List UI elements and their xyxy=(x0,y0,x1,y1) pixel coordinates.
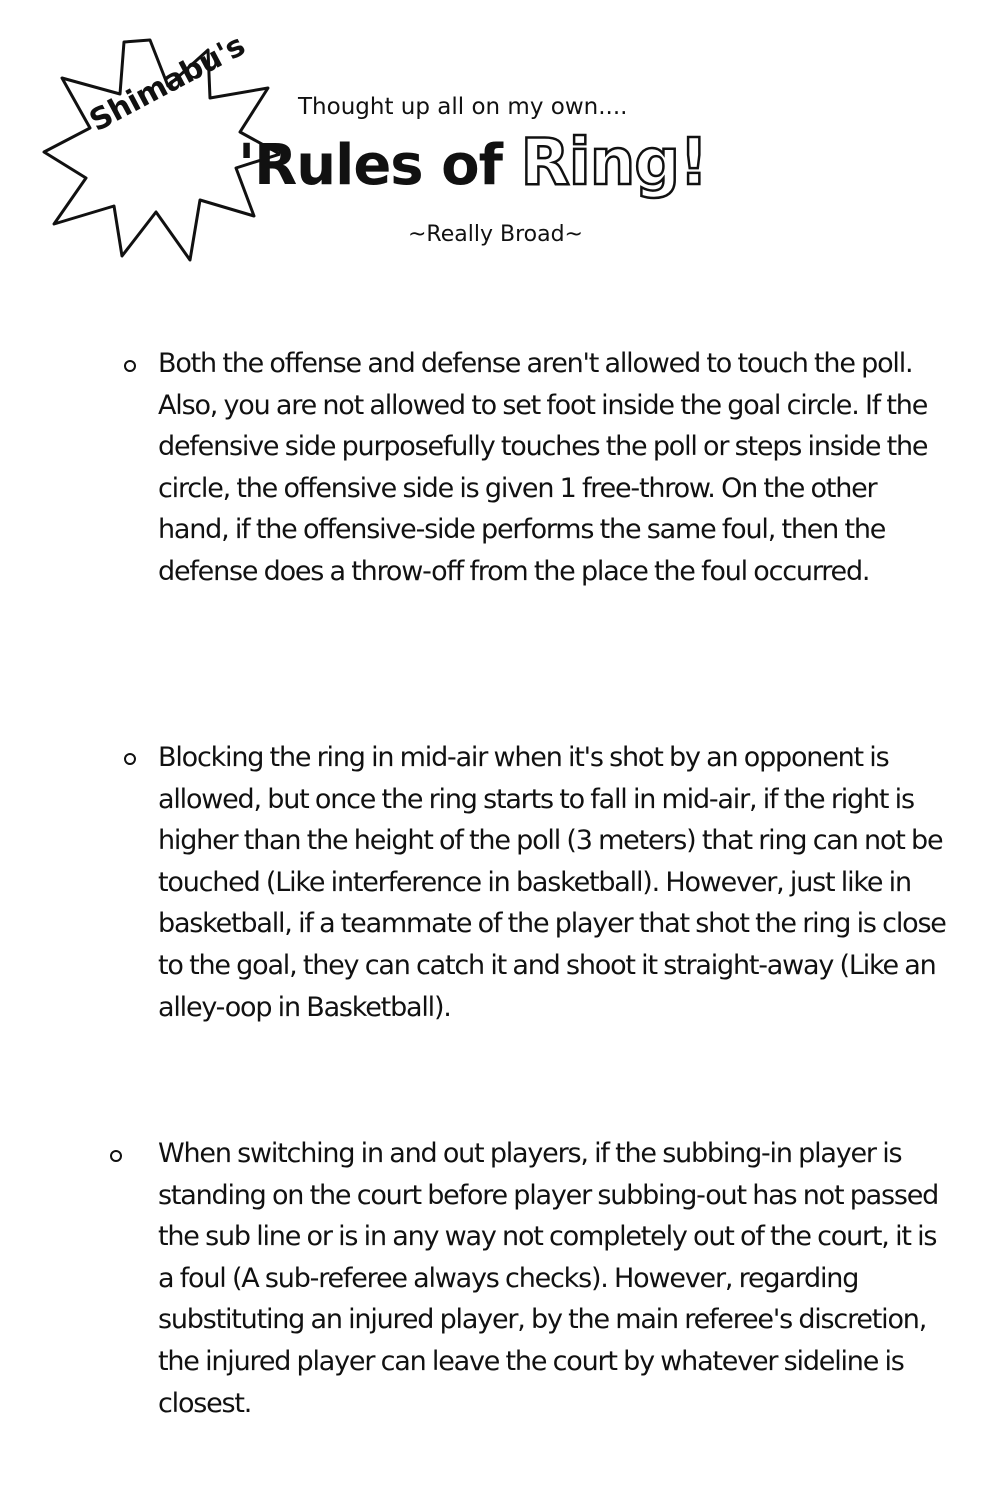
bullet-icon xyxy=(124,753,136,765)
tagline: Thought up all on my own.... xyxy=(298,94,628,120)
burst-label: Shimabu's xyxy=(84,28,251,139)
rule-item: Both the offense and defense aren't allowed to touch the poll. Also, you are not allowed to set foot inside the goal circle. If the defensive side purposefully touches the poll or steps inside the circle, the offensive side is given 1 free-throw. On the other hand, if the offensive-side performs the same foul, then the defense does a throw-off from the place the foul occurred. xyxy=(158,348,928,587)
subtitle: ~Really Broad~ xyxy=(408,222,583,247)
bullet-icon xyxy=(110,1150,122,1162)
rule-item: Blocking the ring in mid-air when it's shot by an opponent is allowed, but once the ring starts to fall in mid-air, if the right is higher than the height of the poll (3 meters) that ring can not be touched (Like interference in basketball). However, just like in basketball, if a teammate of the player that shot the ring is close to the goal, they can catch it and shoot it straight-away (Like an alley-oop in Basketball). xyxy=(158,742,946,1023)
title-plain: 'Rules of xyxy=(238,133,521,198)
title-outline: Ring! xyxy=(520,126,708,200)
page-title xyxy=(238,128,707,198)
bullet-icon xyxy=(124,360,136,372)
rule-item: When switching in and out players, if the subbing-in player is standing on the court before player subbing-out has not passed the sub line or is in any way not completely out of the court, it is a foul (A sub-referee always checks). However, regarding substituting an injured player, by the main referee's discretion, the injured player can leave the court by whatever sideline is closest. xyxy=(158,1138,939,1419)
